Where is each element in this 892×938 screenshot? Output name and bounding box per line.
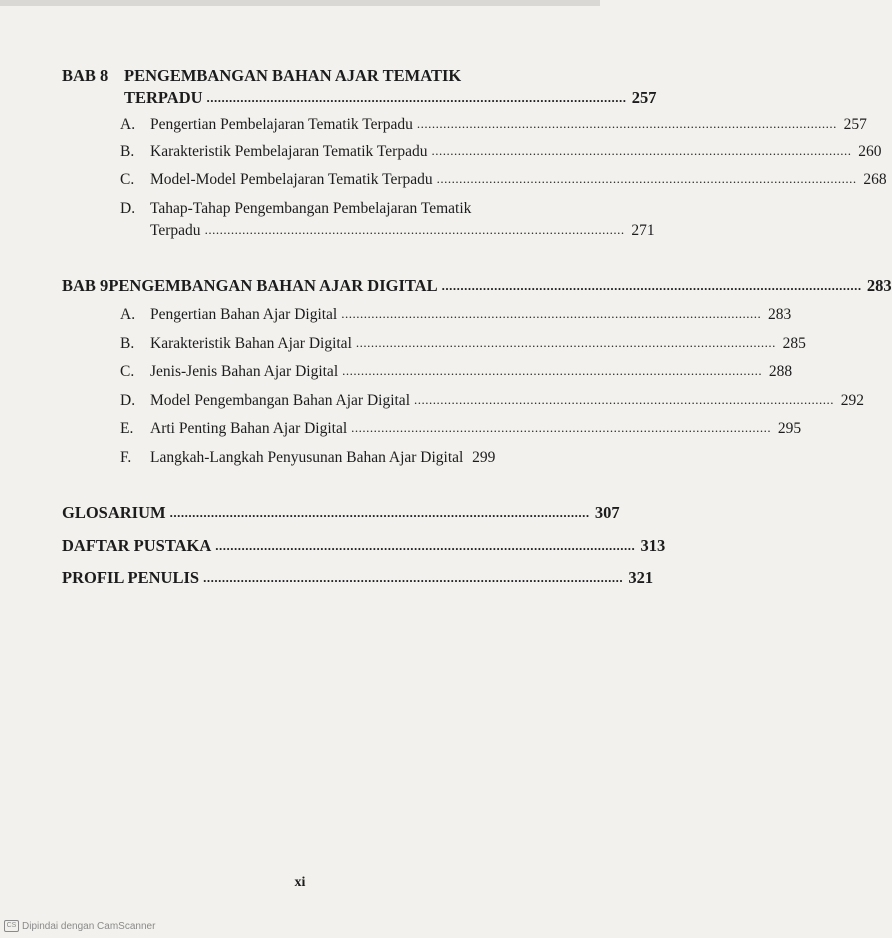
toc-item — [120, 334, 806, 354]
toc-item — [120, 170, 887, 190]
dot-leader: ................................................................................................................ — [169, 505, 590, 520]
toc-item — [120, 305, 792, 325]
dot-leader: ................................................................................................................ — [436, 171, 857, 186]
toc-item — [120, 115, 867, 135]
dot-leader: ................................................................................................................ — [441, 278, 862, 293]
item-label: Arti Penting Bahan Ajar Digital — [150, 420, 348, 437]
item-letter: B. — [120, 143, 135, 160]
toc-item — [120, 419, 802, 439]
camscanner-icon: CS — [4, 920, 19, 932]
item-page: 292 — [840, 392, 864, 409]
item-page: 283 — [768, 306, 792, 323]
dot-leader: ................................................................................................................ — [342, 363, 763, 378]
dot-leader: ................................................................................................................ — [206, 90, 627, 105]
glosarium-entry — [62, 503, 620, 524]
dot-leader: ................................................................................................................ — [204, 222, 625, 237]
toc-item-d-line2 — [150, 221, 655, 241]
top-border — [0, 0, 600, 6]
dot-leader: ................................................................................................................ — [416, 116, 837, 131]
item-label: Model Pengembangan Bahan Ajar Digital — [150, 392, 410, 409]
item-letter: F. — [120, 449, 132, 466]
dot-leader: ................................................................................................................ — [431, 143, 852, 158]
back-matter-page: 313 — [640, 536, 666, 555]
item-label: Model-Model Pembelajaran Tematik Terpadu — [150, 171, 433, 188]
profil-penulis-entry — [62, 568, 654, 589]
item-page: 285 — [782, 335, 806, 352]
toc-item-d-line1 — [120, 199, 514, 219]
item-label: Karakteristik Pembelajaran Tematik Terpadu — [150, 143, 428, 160]
item-page: 288 — [768, 363, 793, 380]
back-matter-label: PROFIL PENULIS — [62, 568, 200, 587]
item-letter: E. — [120, 420, 134, 437]
chapter-8-number: BAB 8 — [62, 66, 109, 85]
item-label: Jenis-Jenis Bahan Ajar Digital — [150, 363, 339, 380]
toc-item — [120, 142, 882, 162]
dot-leader: ................................................................................................................ — [414, 392, 834, 407]
item-page: 295 — [777, 420, 802, 437]
item-letter: A. — [120, 116, 136, 133]
chapter-8-title-row2 — [124, 88, 657, 109]
item-letter: D. — [120, 392, 136, 409]
item-label: Tahap-Tahap Pengembangan Pembelajaran Tematik — [150, 200, 472, 217]
toc-item — [120, 391, 864, 411]
chapter-9-heading — [62, 276, 892, 297]
item-page: 299 — [472, 449, 496, 466]
item-page: 257 — [843, 116, 867, 133]
chapter-8-title-line1: PENGEMBANGAN BAHAN AJAR TEMATIK — [124, 66, 462, 85]
back-matter-label: DAFTAR PUSTAKA — [62, 536, 212, 555]
item-label: Langkah-Langkah Penyusunan Bahan Ajar Digital — [150, 449, 464, 466]
item-label: Karakteristik Bahan Ajar Digital — [150, 335, 352, 352]
back-matter-label: GLOSARIUM — [62, 503, 166, 522]
page-number: xi — [294, 875, 306, 890]
back-matter-page: 307 — [594, 503, 620, 522]
back-matter-page: 321 — [628, 568, 654, 587]
chapter-9-title: PENGEMBANGAN BAHAN AJAR DIGITAL — [108, 276, 438, 295]
dot-leader: ................................................................................................................ — [215, 538, 636, 553]
toc-item — [120, 362, 793, 382]
daftar-pustaka-entry — [62, 536, 666, 557]
scanner-watermark — [4, 920, 155, 932]
dot-leader: ................................................................................................................ — [203, 570, 624, 585]
toc-item — [120, 448, 514, 468]
chapter-8-page: 257 — [631, 88, 657, 107]
item-page: 271 — [631, 222, 655, 239]
chapter-9-page: 283 — [866, 276, 892, 295]
item-label: Pengertian Pembelajaran Tematik Terpadu — [150, 116, 413, 133]
item-letter: B. — [120, 335, 135, 352]
chapter-8-title-line2: TERPADU — [124, 88, 203, 107]
dot-leader: ................................................................................................................ — [351, 420, 772, 435]
item-letter: C. — [120, 171, 135, 188]
item-page: 268 — [863, 171, 887, 188]
dot-leader: ................................................................................................................ — [355, 335, 776, 350]
scanner-text: Dipindai dengan CamScanner — [22, 920, 156, 932]
item-letter: A. — [120, 306, 136, 323]
item-letter: C. — [120, 363, 135, 380]
item-page: 260 — [858, 143, 882, 160]
item-letter: D. — [120, 200, 136, 217]
chapter-9-number: BAB 9 — [62, 276, 109, 295]
dot-leader: ................................................................................................................ — [341, 306, 762, 321]
item-label-continued: Terpadu — [150, 222, 201, 239]
item-label: Pengertian Bahan Ajar Digital — [150, 306, 338, 323]
